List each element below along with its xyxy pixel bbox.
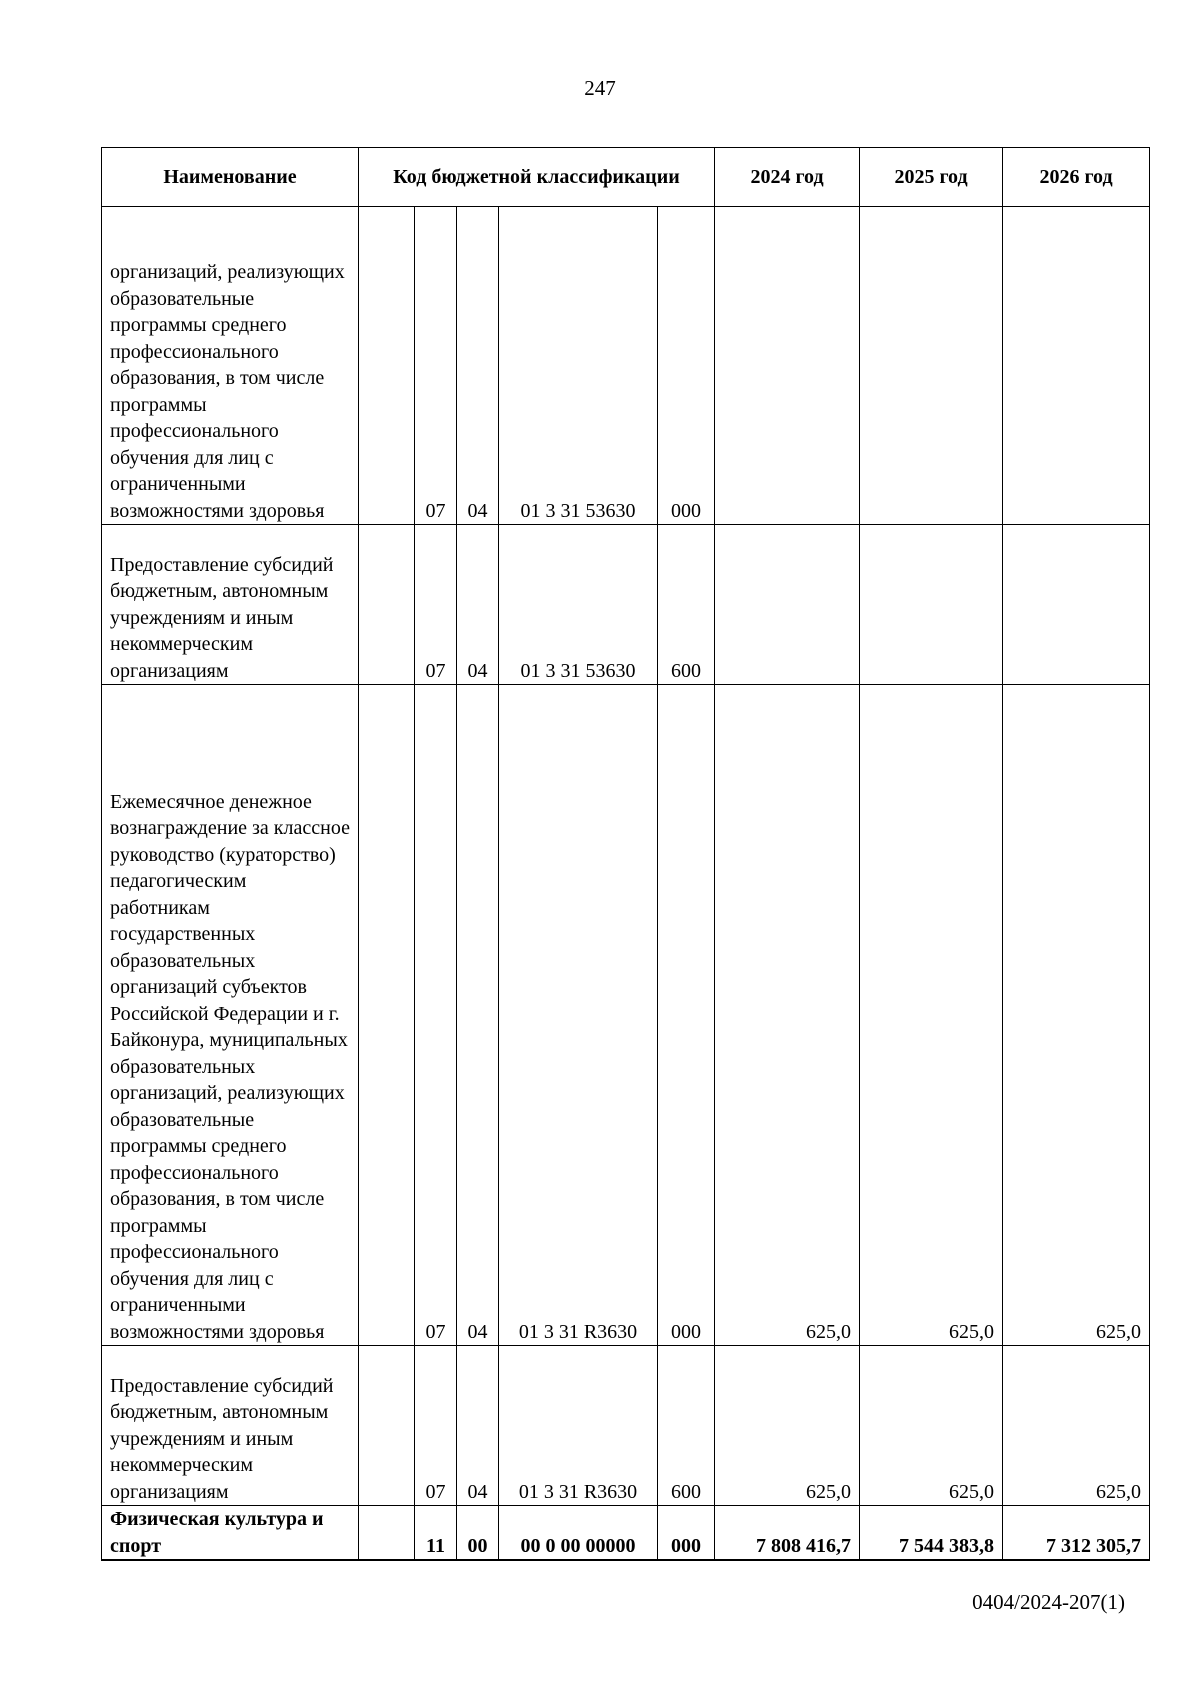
code-subsection: 04 [457,685,499,1346]
code-part [359,1506,415,1561]
code-part [359,1346,415,1506]
amount-2024: 625,0 [715,685,860,1346]
code-expense-type: 000 [658,207,715,525]
amount-2025 [860,207,1003,525]
row-name: Физическая культура и спорт [102,1506,359,1561]
amount-2025: 625,0 [860,1346,1003,1506]
header-2024: 2024 год [715,148,860,207]
row-name: организаций, реализующих образовательные программы среднего профессионального образования, в том числе программы профессионального обучения для лиц с ограниченными возможностями здоровья [102,207,359,525]
code-target-article: 01 3 31 53630 [499,525,658,685]
row-name: Предоставление субсидий бюджетным, автономным учреждениям и иным некоммерческим организациям [102,1346,359,1506]
header-code: Код бюджетной классификации [359,148,715,207]
code-section: 11 [415,1506,457,1561]
code-section: 07 [415,685,457,1346]
budget-table [101,147,1150,1561]
code-expense-type: 600 [658,1346,715,1506]
code-expense-type: 600 [658,525,715,685]
code-target-article: 00 0 00 00000 [499,1506,658,1561]
code-subsection: 04 [457,207,499,525]
amount-2026: 625,0 [1003,685,1150,1346]
amount-2026: 7 312 305,7 [1003,1506,1150,1561]
code-target-article: 01 3 31 R3630 [499,685,658,1346]
table-row-total [102,1506,1150,1561]
table-header-row [102,148,1150,207]
code-subsection: 00 [457,1506,499,1561]
amount-2024: 625,0 [715,1346,860,1506]
table-row [102,525,1150,685]
amount-2024 [715,207,860,525]
page-number: 247 [584,76,616,100]
table-row [102,1346,1150,1506]
table-row [102,685,1150,1346]
code-subsection: 04 [457,1346,499,1506]
code-section: 07 [415,525,457,685]
header-name: Наименование [102,148,359,207]
row-name: Ежемесячное денежное вознаграждение за классное руководство (кураторство) педагогическим работникам государственных образовательных организаций субъектов Российской Федерации и г. Байконура, муниципальных образовательных организаций, реализующих образовательные программы среднего профессионального образования, в том числе программы профессионального обучения для лиц с ограниченными возможностями здоровья [102,685,359,1346]
amount-2026 [1003,207,1150,525]
code-target-article: 01 3 31 53630 [499,207,658,525]
code-expense-type: 000 [658,1506,715,1561]
code-target-article: 01 3 31 R3630 [499,1346,658,1506]
header-2026: 2026 год [1003,148,1150,207]
amount-2025: 625,0 [860,685,1003,1346]
code-section: 07 [415,207,457,525]
amount-2025: 7 544 383,8 [860,1506,1003,1561]
amount-2024 [715,525,860,685]
amount-2025 [860,525,1003,685]
code-part [359,525,415,685]
document-number: 0404/2024-207(1) [972,1590,1125,1614]
header-2025: 2025 год [860,148,1003,207]
code-section: 07 [415,1346,457,1506]
amount-2026 [1003,525,1150,685]
amount-2026: 625,0 [1003,1346,1150,1506]
code-expense-type: 000 [658,685,715,1346]
amount-2024: 7 808 416,7 [715,1506,860,1561]
table-row [102,207,1150,525]
code-subsection: 04 [457,525,499,685]
code-part [359,207,415,525]
row-name: Предоставление субсидий бюджетным, автономным учреждениям и иным некоммерческим организациям [102,525,359,685]
code-part [359,685,415,1346]
